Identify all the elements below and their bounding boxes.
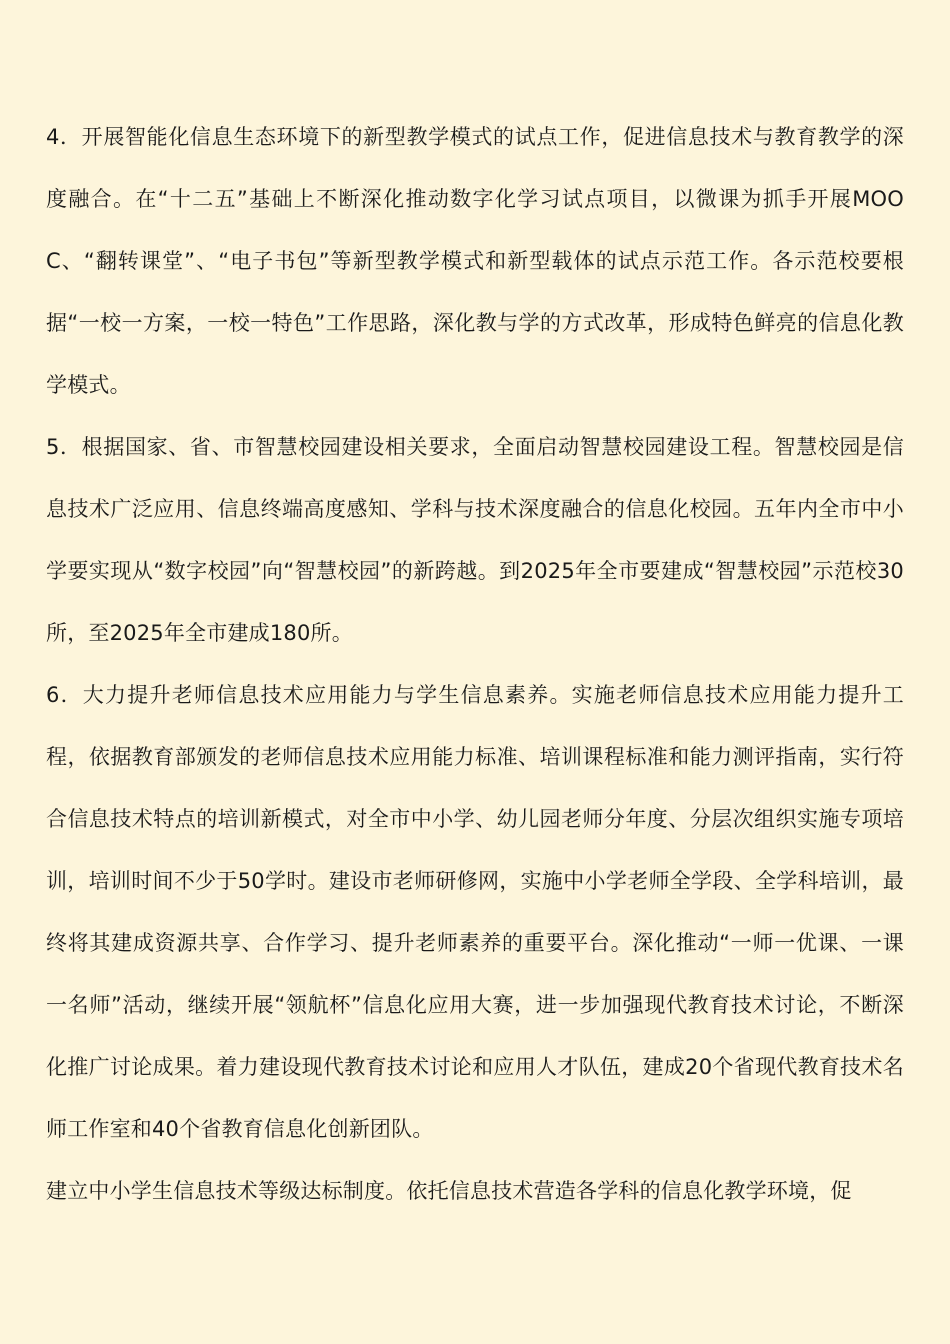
paragraph-item-5: 5．根据国家、省、市智慧校园建设相关要求，全面启动智慧校园建设工程。智慧校园是信息技术广泛应用、信息终端高度感知、学科与技术深度融合的信息化校园。五年内全市中小学要实现从“数字校园”向“智慧校园”的新跨越。到2025年全市要建成“智慧校园”示范校30所，至2025年全市建成180所。 (46, 435, 904, 645)
paragraph-info-literacy: 建立中小学生信息技术等级达标制度。依托信息技术营造各学科的信息化教学环境，促 (46, 1179, 852, 1203)
paragraph-item-6: 6．大力提升老师信息技术应用能力与学生信息素养。实施老师信息技术应用能力提升工程，依据教育部颁发的老师信息技术应用能力标准、培训课程标准和能力测评指南，实行符合信息技术特点的培训新模式，对全市中小学、幼儿园老师分年度、分层次组织实施专项培训，培训时间不少于50学时。建设市老师研修网，实施中小学老师全学段、全学科培训，最终将其建成资源共享、合作学习、提升老师素养的重要平台。深化推动“一师一优课、一课一名师”活动，继续开展“领航杯”信息化应用大赛，进一步加强现代教育技术讨论，不断深化推广讨论成果。着力建设现代教育技术讨论和应用人才队伍，建成20个省现代教育技术名师工作室和40个省教育信息化创新团队。 (46, 683, 904, 1141)
paragraph-item-4: 4．开展智能化信息生态环境下的新型教学模式的试点工作，促进信息技术与教育教学的深度融合。在“十二五”基础上不断深化推动数字化学习试点项目，以微课为抓手开展MOOC、“翻转课堂”、“电子书包”等新型教学模式和新型载体的试点示范工作。各示范校要根据“一校一方案，一校一特色”工作思路，深化教与学的方式改革，形成特色鲜亮的信息化教学模式。 (46, 125, 904, 397)
